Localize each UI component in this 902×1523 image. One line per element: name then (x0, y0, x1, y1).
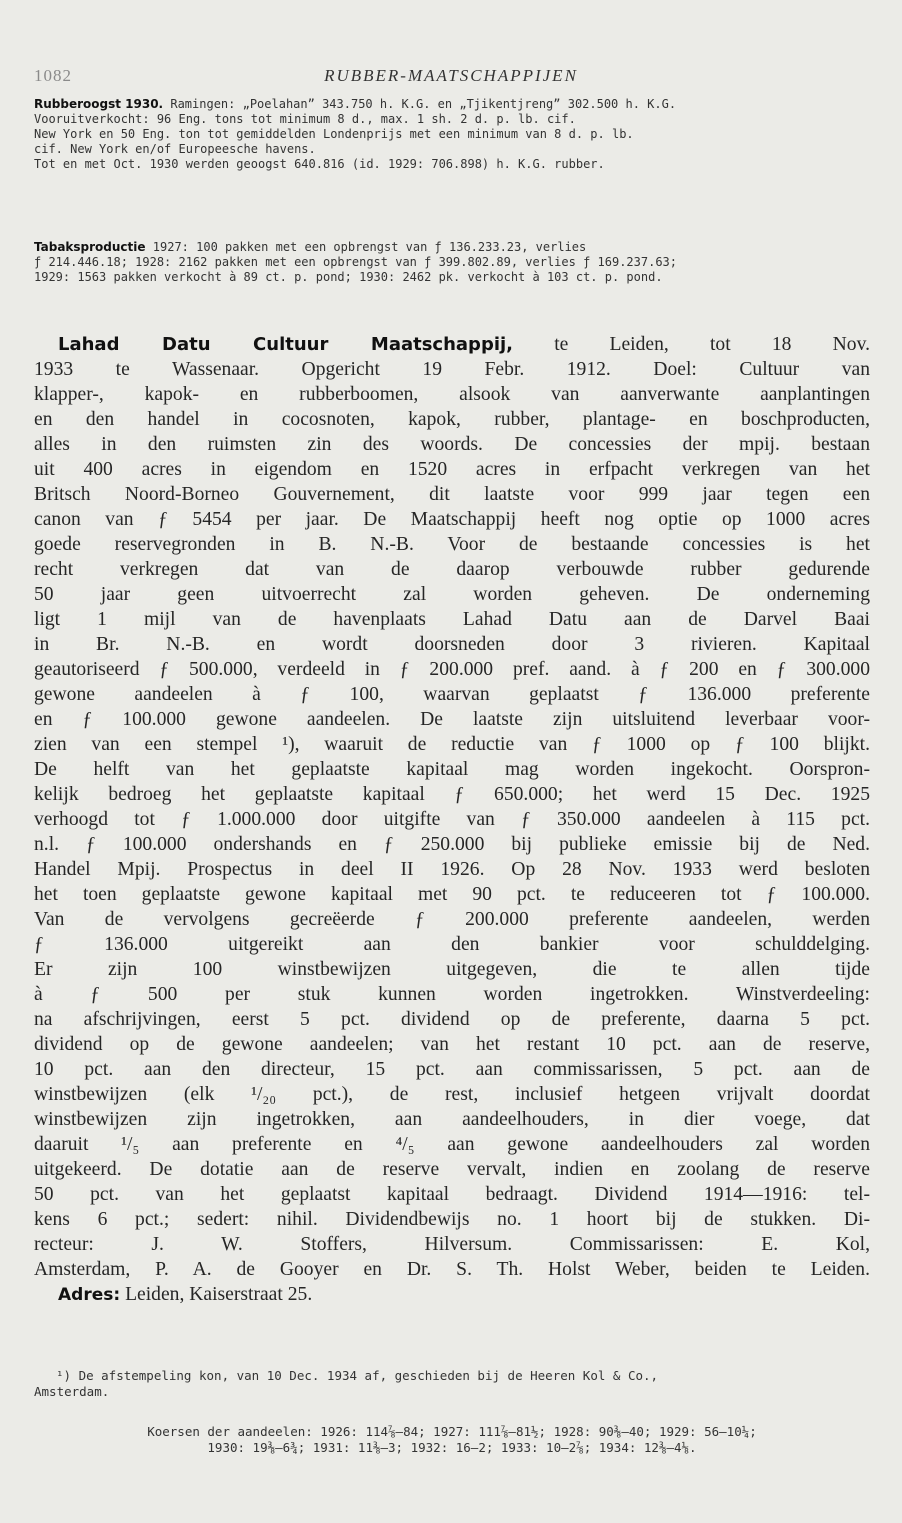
address-label: Adres: (58, 1285, 121, 1305)
page-header (34, 66, 868, 92)
text-line: Vooruitverkocht: 96 Eng. tons tot minimum 8 d., max. 1 sh. 2 d. p. lb. cif. (34, 112, 576, 126)
text-line: De helft van het geplaatste kapitaal mag worden ingekocht. Oorspron- (34, 759, 870, 780)
text-line: 50 jaar geen uitvoerrecht zal worden geheven. De onderneming (34, 584, 870, 605)
text-line: uit 400 acres in eigendom en 1520 acres in erfpacht verkregen van het (34, 459, 870, 480)
share-prices (34, 1424, 870, 1456)
text-line: 10 pct. aan den directeur, 15 pct. aan commissarissen, 5 pct. aan de (34, 1059, 870, 1080)
text-line: na afschrijvingen, eerst 5 pct. dividend op de preferente, daarna 5 pct. (34, 1009, 870, 1030)
text-line: New York en 50 Eng. ton tot gemiddelden Londenprijs met een minimum van 8 d. p. lb. (34, 127, 634, 141)
text-line: n.l. ƒ 100.000 ondershands en ƒ 250.000 bij publieke emissie bij de Ned. (34, 834, 870, 855)
text-line: ¹) De afstempeling kon, van 10 Dec. 1934 af, geschieden bij de Heeren Kol & Co., (56, 1368, 659, 1383)
tobacco-production-section (34, 240, 870, 285)
text-line: gewone aandeelen à ƒ 100, waarvan geplaatst ƒ 136.000 preferente (34, 684, 870, 705)
text-line: 1929: 1563 pakken verkocht à 89 ct. p. pond; 1930: 2462 pk. verkocht à 103 ct. p. pond. (34, 270, 663, 284)
text-line: en ƒ 100.000 gewone aandeelen. De laatste zijn uitsluitend leverbaar voor- (34, 709, 870, 730)
company-entry (34, 332, 870, 1307)
address-value: Leiden, Kaiserstraat 25. (125, 1284, 313, 1305)
text-line: Er zijn 100 winstbewijzen uitgegeven, die te allen tijde (34, 959, 870, 980)
text-line: kelijk bedroeg het geplaatste kapitaal ƒ 650.000; het werd 15 Dec. 1925 (34, 784, 870, 805)
text-line: 1933 te Wassenaar. Opgericht 19 Febr. 1912. Doel: Cultuur van (34, 359, 870, 380)
text-line: kens 6 pct.; sedert: nihil. Dividendbewijs no. 1 hoort bij de stukken. Di- (34, 1209, 870, 1230)
text-line: Ramingen: „Poelahan” 343.750 h. K.G. en „Tjikentjreng” 302.500 h. K.G. (170, 97, 677, 111)
text-line: Van de vervolgens gecreëerde ƒ 200.000 preferente aandeelen, werden (34, 909, 870, 930)
text-line: en den handel in cocosnoten, kapok, rubber, plantage- en boschproducten, (34, 409, 870, 430)
text-line: geautoriseerd ƒ 500.000, verdeeld in ƒ 200.000 pref. aand. à ƒ 200 en ƒ 300.000 (34, 659, 870, 680)
text-line: daaruit ¹/₅ aan preferente en ⁴/₅ aan gewone aandeelhouders zal worden (34, 1134, 870, 1155)
text-line: alles in den ruimsten zin des woords. De concessies der mpij. bestaan (34, 434, 870, 455)
text-line: te Leiden, tot 18 Nov. (554, 334, 870, 355)
text-line: goede reservegronden in B. N.-B. Voor de bestaande concessies is het (34, 534, 870, 555)
text-line: canon van ƒ 5454 per jaar. De Maatschappij heeft nog optie op 1000 acres (34, 509, 870, 530)
text-line: à ƒ 500 per stuk kunnen worden ingetrokken. Winstverdeeling: (34, 984, 870, 1005)
text-line: dividend op de gewone aandeelen; van het restant 10 pct. aan de reserve, (34, 1034, 870, 1055)
text-line: ƒ 214.446.18; 1928: 2162 pakken met een opbrengst van ƒ 399.802.89, verlies ƒ 169.237.63; (34, 255, 677, 269)
rubber-harvest-section (34, 97, 870, 172)
text-line: 50 pct. van het geplaatst kapitaal bedraagt. Dividend 1914—1916: tel- (34, 1184, 870, 1205)
text-line: Britsch Noord-Borneo Gouvernement, dit laatste voor 999 jaar tegen een (34, 484, 870, 505)
text-line: uitgekeerd. De dotatie aan de reserve vervalt, indien en zoolang de reserve (34, 1159, 870, 1180)
page-number: 1082 (34, 66, 72, 85)
text-line: klapper-, kapok- en rubberboomen, alsook van aanverwante aanplantingen (34, 384, 870, 405)
text-line: recteur: J. W. Stoffers, Hilversum. Commissarissen: E. Kol, (34, 1234, 870, 1255)
tobacco-production-heading: Tabaksproductie (34, 240, 146, 254)
footnote (34, 1368, 870, 1400)
address-line (34, 1282, 870, 1307)
company-name: Lahad Datu Cultuur Maatschappij, (58, 334, 514, 355)
text-line: in Br. N.-B. en wordt doorsneden door 3 rivieren. Kapitaal (34, 634, 870, 655)
text-line: winstbewijzen (elk ¹/₂₀ pct.), de rest, inclusief hetgeen vrijvalt doordat (34, 1084, 870, 1105)
text-line: ligt 1 mijl van de havenplaats Lahad Datu aan de Darvel Baai (34, 609, 870, 630)
text-line: zien van een stempel ¹), waaruit de reductie van ƒ 1000 op ƒ 100 blijkt. (34, 734, 870, 755)
text-line: Tot en met Oct. 1930 werden geoogst 640.816 (id. 1929: 706.898) h. K.G. rubber. (34, 157, 605, 171)
running-title: RUBBER-MAATSCHAPPIJEN (324, 66, 578, 85)
text-line: ƒ 136.000 uitgereikt aan den bankier voor schulddelging. (34, 934, 870, 955)
text-line: cif. New York en/of Europeesche havens. (34, 142, 316, 156)
text-line: Handel Mpij. Prospectus in deel II 1926. Op 28 Nov. 1933 werd besloten (34, 859, 870, 880)
text-line: 1927: 100 pakken met een opbrengst van ƒ 136.233.23, verlies (152, 240, 587, 254)
text-line: Amsterdam, P. A. de Gooyer en Dr. S. Th. Holst Weber, beiden te Leiden. (34, 1259, 870, 1280)
text-line: 1930: 19⅜—6¾; 1931: 11⅜—3; 1932: 16—2; 1933: 10—2⅞; 1934: 12⅜—4⅛. (207, 1440, 697, 1455)
text-line: recht verkregen dat van de daarop verbouwde rubber gedurende (34, 559, 870, 580)
rubber-harvest-heading: Rubberoogst 1930. (34, 97, 164, 111)
text-line: Amsterdam. (34, 1384, 110, 1399)
text-line: winstbewijzen zijn ingetrokken, aan aandeelhouders, in dier voege, dat (34, 1109, 870, 1130)
text-line: Koersen der aandeelen: 1926: 114⅞—84; 1927: 111⅞—81½; 1928: 90⅜—40; 1929: 56—10¼; (147, 1424, 757, 1439)
text-line: het toen geplaatste gewone kapitaal met 90 pct. te reduceeren tot ƒ 100.000. (34, 884, 870, 905)
text-line: verhoogd tot ƒ 1.000.000 door uitgifte van ƒ 350.000 aandeelen à 115 pct. (34, 809, 870, 830)
